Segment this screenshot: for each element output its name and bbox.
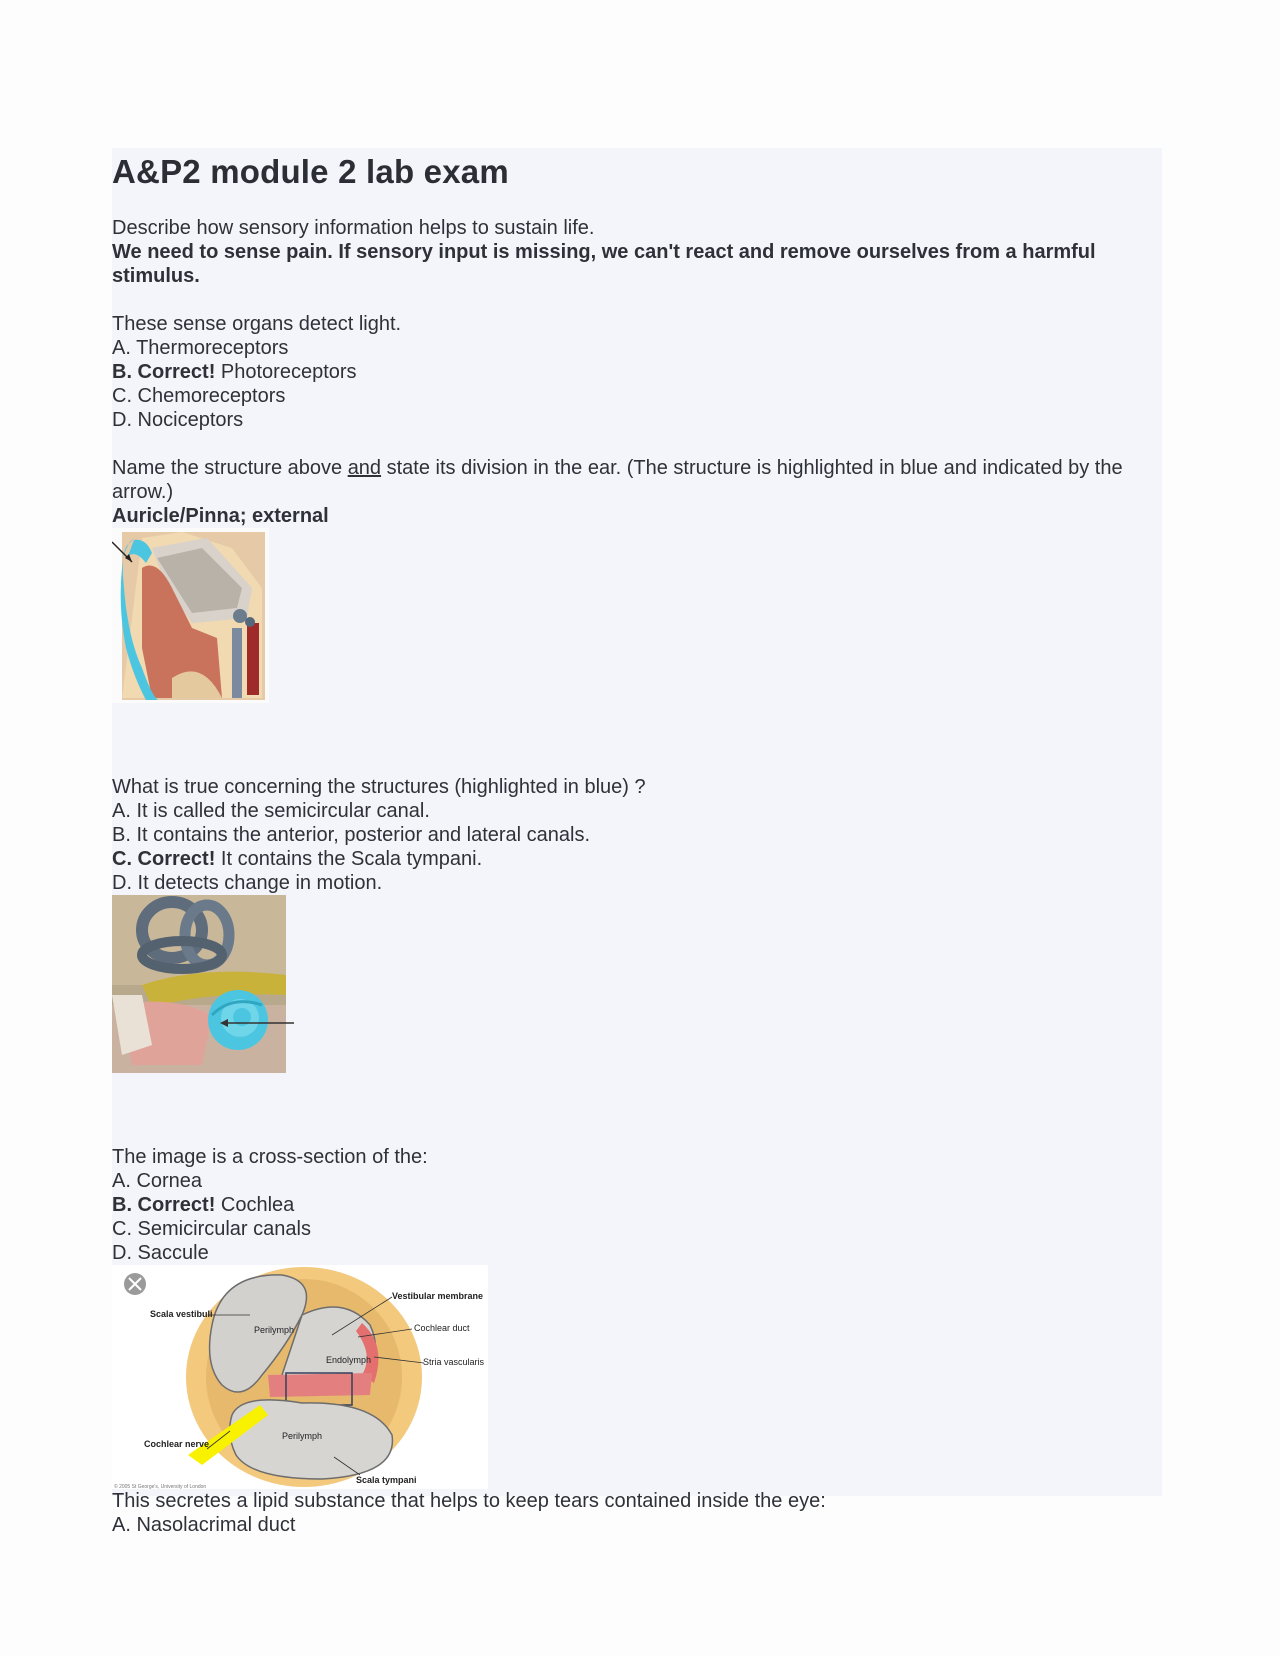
inner-ear-figure <box>112 895 294 1073</box>
label-perilymph-top: Perilymph <box>254 1325 295 1335</box>
label-stria-vascularis: Stria vascularis <box>423 1357 485 1367</box>
q4-option-c-label: It contains the Scala tympani. <box>215 848 483 870</box>
ear-auricle-figure <box>112 528 269 703</box>
q4-option-c <box>112 847 1162 871</box>
q6-prompt: This secretes a lipid substance that helps to keep tears contained inside the eye: <box>112 1490 826 1512</box>
figure-copyright: © 2005 St George's, University of London <box>114 1484 207 1489</box>
q4-option-d: D. It detects change in motion. <box>112 872 383 894</box>
q5-prompt: The image is a cross-section of the: <box>112 1146 428 1168</box>
q4-prompt: What is true concerning the structures (highlighted in blue) ? <box>112 776 646 798</box>
q4-option-a: A. It is called the semicircular canal. <box>112 800 430 822</box>
document-page <box>112 148 1162 1536</box>
label-scala-vestibuli: Scala vestibuli <box>150 1309 213 1319</box>
label-cochlear-nerve: Cochlear nerve <box>144 1439 210 1449</box>
q3-prompt-part-a: Name the structure above <box>112 457 348 479</box>
q3-prompt <box>112 456 1162 504</box>
label-scala-tympani: Scala tympani <box>356 1475 417 1485</box>
q2-option-c: C. Chemoreceptors <box>112 385 286 407</box>
label-endolymph: Endolymph <box>326 1355 372 1365</box>
label-cochlear-duct: Cochlear duct <box>414 1323 470 1333</box>
page-title: A&P2 module 2 lab exam <box>112 153 509 190</box>
q6-option-a: A. Nasolacrimal duct <box>112 1514 296 1536</box>
q3-prompt-part-b: state its division in the ear. (The structure is highlighted in blue and indicated by the arrow.) <box>112 457 1123 503</box>
q5-option-a: A. Cornea <box>112 1170 203 1192</box>
correct-marker: B. Correct! <box>112 361 216 383</box>
q4-option-b: B. It contains the anterior, posterior and lateral canals. <box>112 824 591 846</box>
q5-option-b <box>112 1193 1162 1217</box>
cochlea-cross-section-figure <box>112 1265 488 1489</box>
q5-option-c: C. Semicircular canals <box>112 1218 311 1240</box>
q3-prompt-underlined: and <box>347 457 382 479</box>
q2-option-a: A. Thermoreceptors <box>112 337 289 359</box>
q1-prompt: Describe how sensory information helps to sustain life. <box>112 217 595 239</box>
label-perilymph-bottom: Perilymph <box>282 1431 323 1441</box>
q3-answer: Auricle/Pinna; external <box>112 505 329 527</box>
q2-option-d: D. Nociceptors <box>112 409 244 431</box>
q2-prompt: These sense organs detect light. <box>112 313 402 335</box>
correct-marker: B. Correct! <box>112 1194 216 1216</box>
q2-option-b-label: Photoreceptors <box>215 361 357 383</box>
q5-option-b-label: Cochlea <box>215 1194 295 1216</box>
label-vestibular-membrane: Vestibular membrane <box>392 1291 484 1301</box>
q2-option-b <box>112 360 1162 384</box>
q1-answer: We need to sense pain. If sensory input is missing, we can't react and remove ourselves from a harmful stimulus. <box>112 241 1096 287</box>
correct-marker: C. Correct! <box>112 848 216 870</box>
q5-option-d: D. Saccule <box>112 1242 209 1264</box>
